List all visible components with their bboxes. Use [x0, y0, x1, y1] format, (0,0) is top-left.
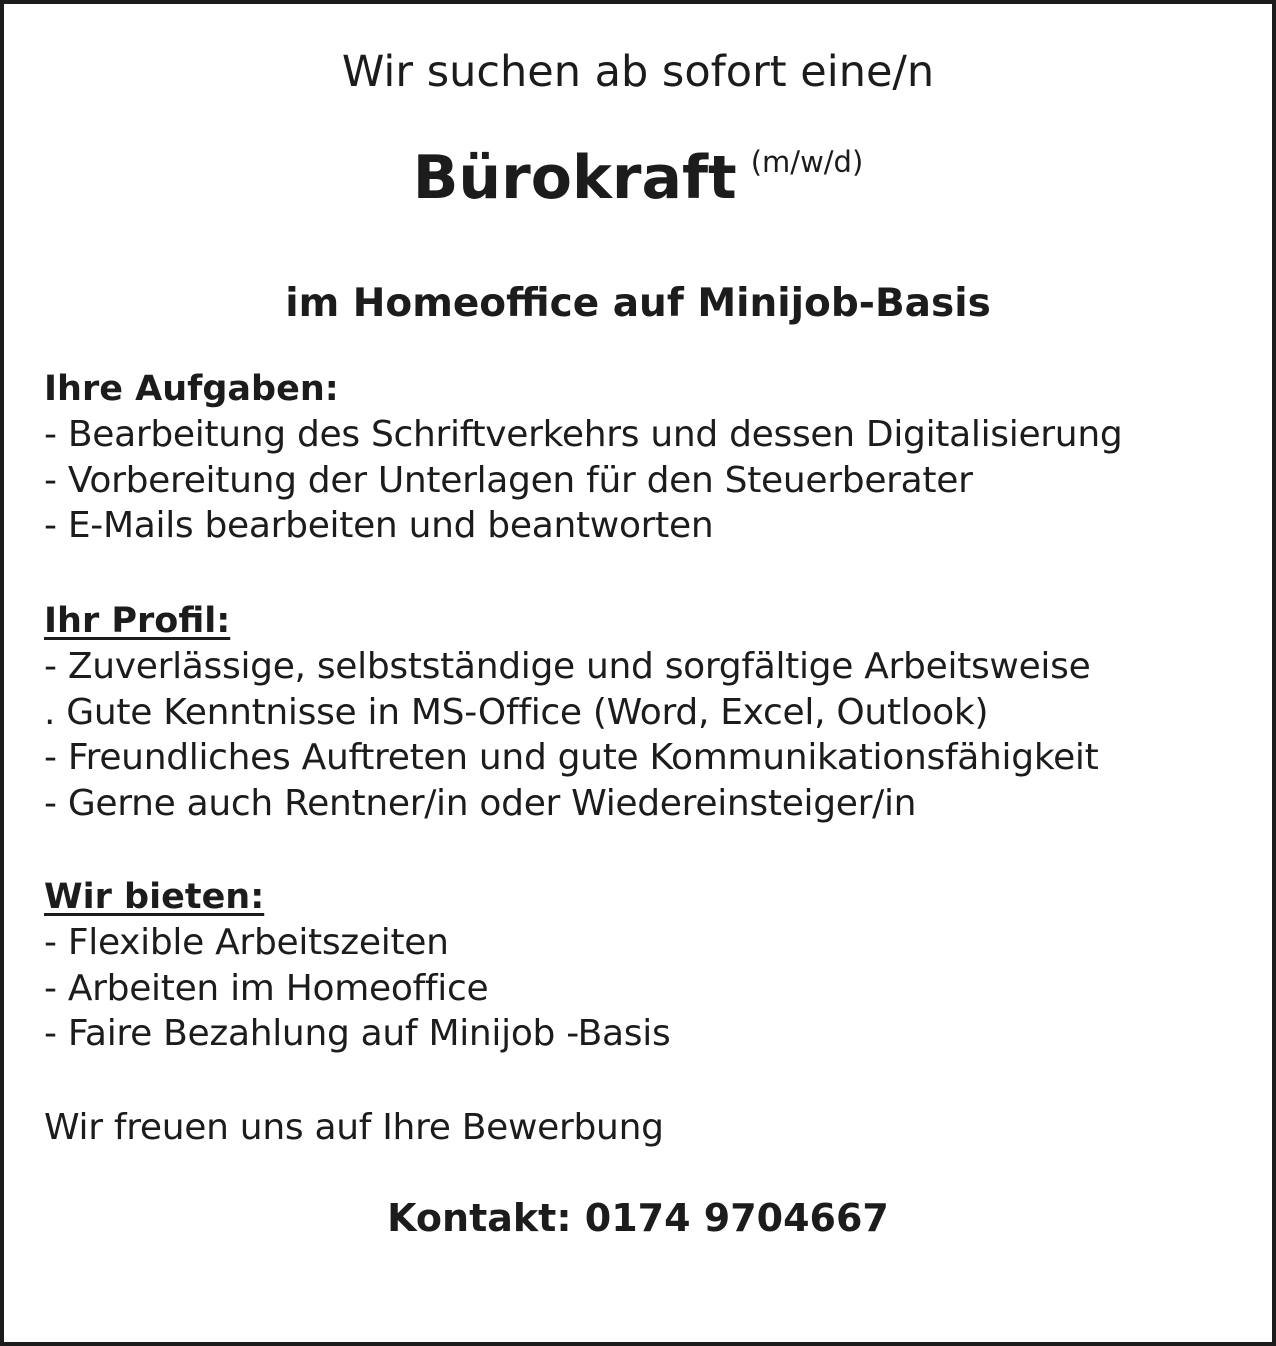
section-bieten [44, 874, 1244, 1057]
list-item: . Gute Kenntnisse in MS-Office (Word, Excel, Outlook) [44, 691, 989, 733]
list-item: - Gerne auch Rentner/in oder Wiedereinsteiger/in [44, 782, 917, 824]
subtitle: im Homeoffice auf Minijob-Basis [285, 281, 991, 326]
gender-suffix: (m/w/d) [750, 145, 864, 179]
list-item: - Arbeiten im Homeoffice [44, 967, 489, 1009]
list-item: - Zuverlässige, selbstständige und sorgfältige Arbeitsweise [44, 646, 1091, 687]
list-item: - Vorbereitung der Unterlagen für den Steuerberater [44, 459, 973, 501]
section-heading-profil: Ihr Profil: [44, 601, 231, 641]
section-profil [44, 598, 1244, 826]
job-title: Bürokraft [412, 143, 737, 213]
section-heading-bieten: Wir bieten: [44, 877, 265, 917]
list-item: - Flexible Arbeitszeiten [44, 922, 449, 963]
list-item: - E-Mails bearbeiten und beantworten [44, 505, 714, 546]
list-item: - Faire Bezahlung auf Minijob -Basis [44, 1013, 671, 1054]
intro-text: Wir suchen ab sofort eine/n [341, 47, 935, 97]
title-row [0, 138, 1276, 218]
list-item: - Freundliches Auftreten und gute Kommunikationsfähigkeit [44, 737, 1099, 778]
profil-list [44, 644, 1244, 826]
contact-line: Kontakt: 0174 9704667 [387, 1196, 889, 1240]
aufgaben-list [44, 412, 1244, 549]
closing-text: Wir freuen uns auf Ihre Bewerbung [44, 1107, 664, 1148]
bieten-list [44, 920, 1244, 1057]
section-heading-aufgaben: Ihre Aufgaben: [44, 369, 339, 409]
section-aufgaben [44, 366, 1244, 549]
list-item: - Bearbeitung des Schriftverkehrs und dessen Digitalisierung [44, 414, 1123, 455]
